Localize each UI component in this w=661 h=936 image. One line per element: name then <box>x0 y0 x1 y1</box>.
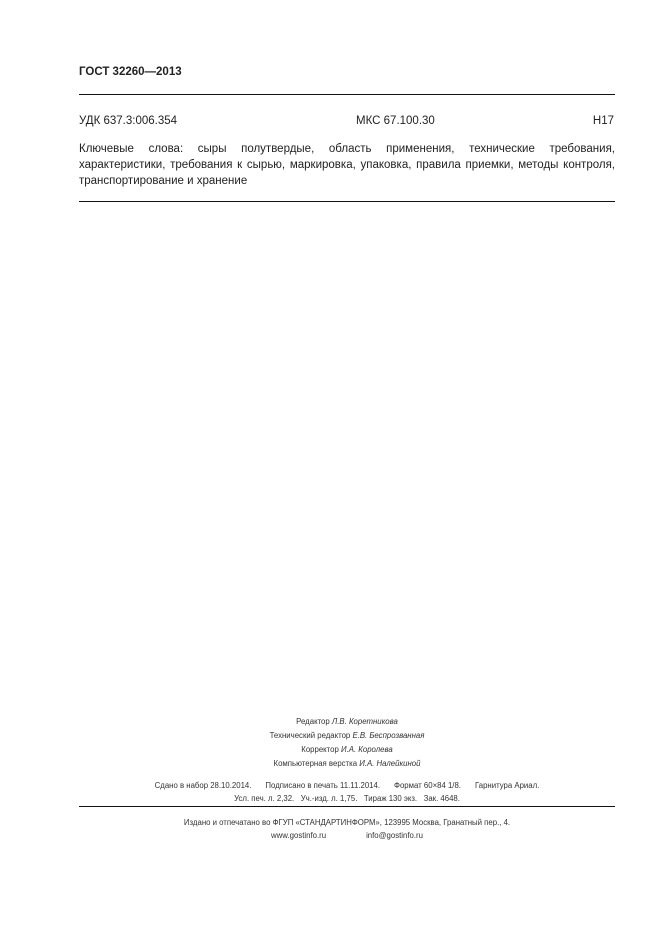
publisher <box>97 816 597 842</box>
divider <box>79 201 615 202</box>
format: Формат 60×84 1/8. <box>394 781 461 790</box>
submitted-date: Сдано в набор 28.10.2014. <box>154 781 252 790</box>
print-run: Тираж 130 экз. <box>363 794 418 803</box>
keywords: Ключевые слова: сыры полутвердые, область применения, технические требования, характеристики, требования к сырью, маркировка, упаковка, правила приемки, методы контроля, транспортирование и хранение <box>79 143 615 187</box>
order-number: Зак. 4648. <box>423 794 460 803</box>
publisher-address: Издано и отпечатано во ФГУП «СТАНДАРТИНФОРМ», 123995 Москва, Гранатный пер., 4. <box>183 818 511 827</box>
signed-date: Подписано в печать 11.11.2014. <box>265 781 381 790</box>
print-sheets: Усл. печ. л. 2,32. <box>234 794 295 803</box>
okstu-code: Н17 <box>592 115 614 127</box>
credit-proofreader: Корректор И.А. Королева <box>301 745 393 754</box>
website-link[interactable]: www.gostinfo.ru <box>271 831 327 840</box>
publ-sheets: Уч.-изд. л. 1,75. <box>300 794 358 803</box>
credit-tech-editor: Технический редактор Е.В. Беспрозванная <box>269 731 425 740</box>
divider <box>79 94 615 95</box>
udk-code: УДК 637.3:006.354 <box>79 115 178 127</box>
credit-layout: Компьютерная верстка И.А. Налейкиной <box>273 759 421 768</box>
standard-number: ГОСТ 32260—2013 <box>79 66 182 78</box>
email-link[interactable]: info@gostinfo.ru <box>366 831 423 840</box>
divider <box>79 806 615 807</box>
typeface: Гарнитура Ариал. <box>474 781 540 790</box>
imprint <box>97 779 597 805</box>
credits <box>97 715 597 771</box>
credit-editor: Редактор Л.В. Коретникова <box>296 717 398 726</box>
mks-code: МКС 67.100.30 <box>356 115 435 127</box>
